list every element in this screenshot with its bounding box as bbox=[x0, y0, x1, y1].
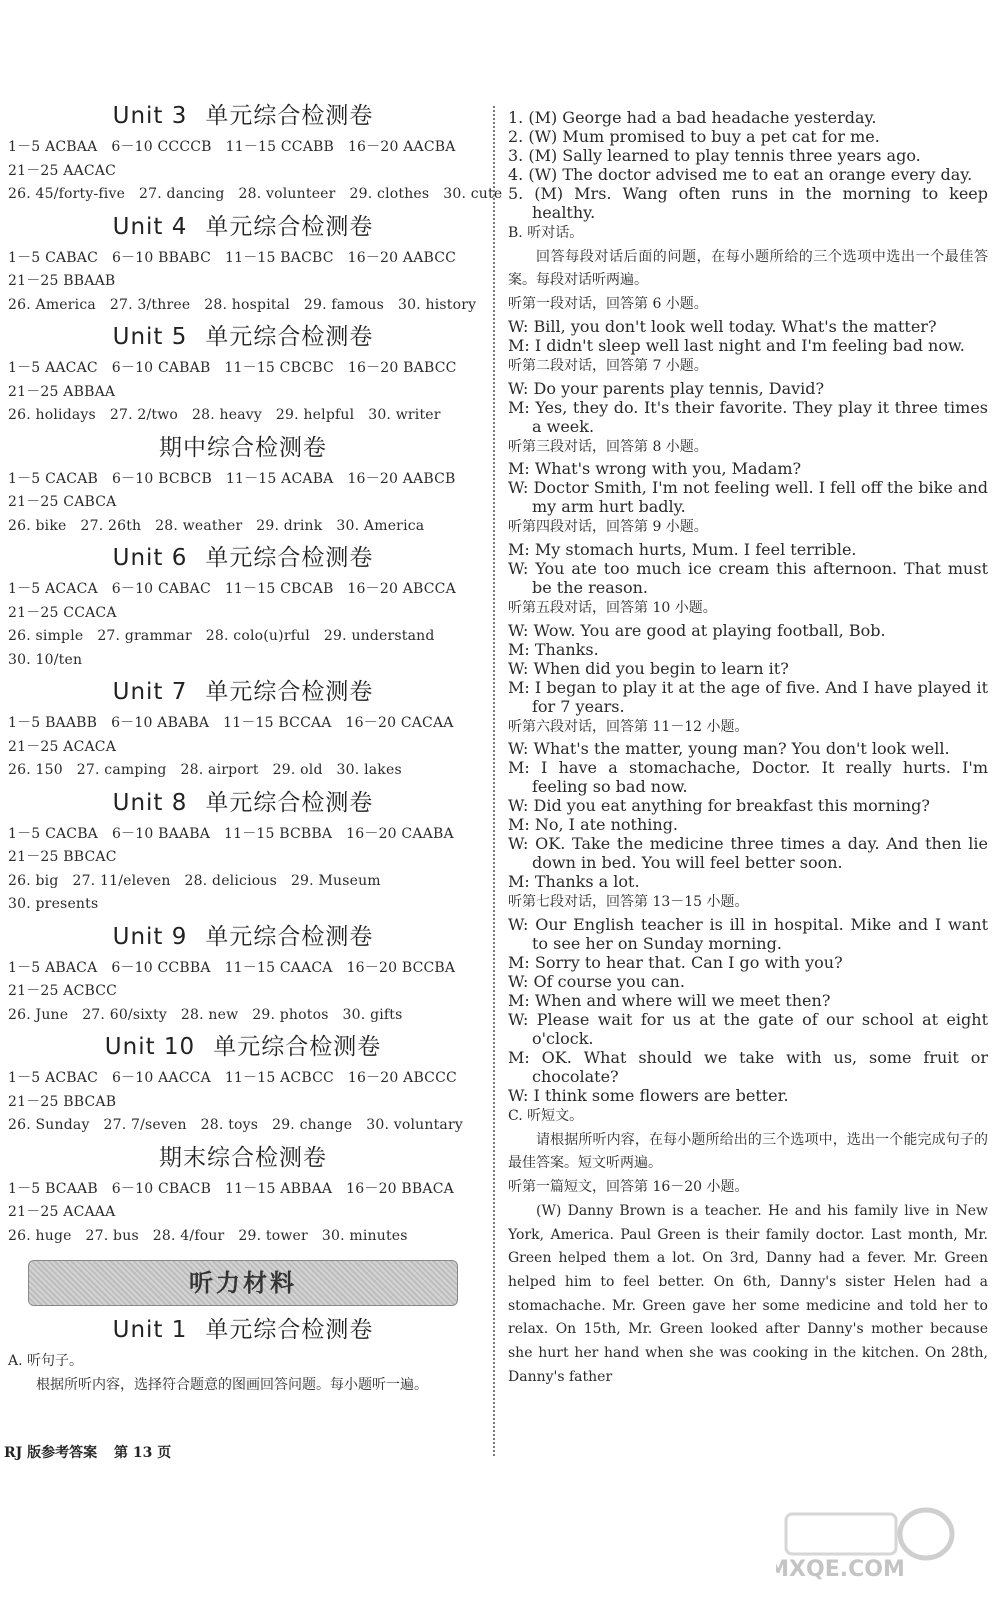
answer-section bbox=[8, 432, 478, 539]
listening-paragraph: 听第七段对话，回答第 13－15 小题。 bbox=[508, 894, 749, 911]
answer-line: 21－25 ABBAA bbox=[8, 383, 116, 400]
dialogue-line: M: No, I ate nothing. bbox=[508, 815, 679, 835]
answer-line: 21－25 BBAAB bbox=[8, 273, 116, 289]
answer-line: 21－25 ACBCC bbox=[8, 983, 118, 999]
listening-paragraph: 听第一段对话，回答第 6 小题。 bbox=[508, 296, 708, 313]
test-title: 单元综合检测卷 bbox=[205, 324, 374, 350]
answer-line: 26. 45/forty-five 27. dancing 28. volunteer 29. clothes 30. cute bbox=[8, 186, 503, 202]
left-column bbox=[8, 96, 503, 1397]
dialogue-line: 1. (M) George had a bad headache yesterday. bbox=[508, 108, 877, 127]
test-title: 单元综合检测卷 bbox=[213, 1034, 382, 1060]
answer-line: 26. bike 27. 26th 28. weather 29. drink 30. America bbox=[8, 517, 425, 534]
unit-label: Unit 6 bbox=[112, 545, 188, 571]
answer-line: 26. America 27. 3/three 28. hospital 29. famous 30. history bbox=[8, 296, 477, 313]
listening-paragraph: A. 听句子。 bbox=[8, 1353, 84, 1369]
unit-label: Unit 1 bbox=[112, 1317, 188, 1343]
dialogue-line: M: I didn't sleep well last night and I'm feeling bad now. bbox=[508, 335, 965, 355]
test-title: 单元综合检测卷 bbox=[205, 545, 374, 571]
listening-material-banner: 听力材料 bbox=[28, 1260, 458, 1306]
listening-paragraph: 听第六段对话，回答第 11－12 小题。 bbox=[508, 718, 749, 735]
svg-text:MXQE.COM: MXQE.COM bbox=[776, 1557, 905, 1582]
dialogue-line: W: Please wait for us at the gate of our school at eight o'clock. bbox=[508, 1010, 988, 1049]
dialogue-line: M: OK. What should we take with us, some fruit or chocolate? bbox=[508, 1048, 988, 1087]
dialogue-line: M: Sorry to hear that. Can I go with you? bbox=[508, 953, 843, 973]
section-title bbox=[8, 921, 478, 953]
listening-paragraph: (W) Danny Brown is a teacher. He and his family live in New York, America. Paul Green is their family doctor. Last month, Mr. Green helped them a lot. On 3rd, Danny had a fever. Mr. Green helped him to feel better. On 6th, Danny's sister Helen had a stomachache. Mr. Green gave her some medicine and told her to relax. On 15th, Mr. Green looked after Danny's mother because she hurt her hand when she was cooking in the kitchen. On 28th, Danny's father bbox=[508, 1202, 988, 1385]
answer-line: 26. June 27. 60/sixty 28. new 29. photos 30. gifts bbox=[8, 1006, 403, 1023]
page-number: 第 13 页 bbox=[114, 1445, 172, 1461]
answer-line: 21－25 BBCAB bbox=[8, 1093, 117, 1110]
dialogue-line: W: I think some flowers are better. bbox=[508, 1086, 789, 1106]
dialogue-line: W: OK. Take the medicine three times a day. And then lie down in bed. You will feel better soon. bbox=[508, 834, 988, 873]
section-title bbox=[8, 1031, 478, 1063]
answer-section bbox=[8, 1142, 478, 1249]
answer-line: 1－5 BCAAB 6－10 CBACB 11－15 ABBAA 16－20 BBACA bbox=[8, 1180, 454, 1197]
dialogue-line: W: You ate too much ice cream this afternoon. That must be the reason. bbox=[508, 558, 988, 597]
test-title: 期末综合检测卷 bbox=[159, 1144, 327, 1171]
column-divider bbox=[493, 106, 495, 1456]
dialogue-line: W: Of course you can. bbox=[508, 972, 685, 992]
dialogue-line: W: What's the matter, young man? You don't look well. bbox=[508, 739, 950, 759]
unit-label: Unit 8 bbox=[112, 789, 188, 816]
dialogue-line: M: Thanks a lot. bbox=[508, 872, 640, 892]
listening-paragraph: 听第五段对话，回答第 10 小题。 bbox=[508, 599, 717, 616]
answer-section bbox=[8, 211, 478, 318]
dialogue-line: M: My stomach hurts, Mum. I feel terrible. bbox=[508, 539, 857, 559]
answer-section bbox=[8, 921, 478, 1028]
answer-line: 1－5 CACAB 6－10 BCBCB 11－15 ACABA 16－20 AABCB bbox=[8, 470, 456, 487]
answer-line: 1－5 CACBA 6－10 BAABA 11－15 BCBBA 16－20 CAABA bbox=[8, 825, 454, 842]
answer-line: 26. big 27. 11/eleven 28. delicious 29. Museum bbox=[8, 872, 381, 889]
listening-paragraph: 请根据所听内容，在每小题所给出的三个选项中，选出一个能完成句子的最佳答案。短文听两遍。 bbox=[508, 1131, 988, 1172]
page-footer bbox=[4, 1442, 183, 1462]
section-title bbox=[8, 432, 478, 464]
answer-line: 21－25 ACACA bbox=[8, 738, 117, 755]
listening-paragraph: 听第三段对话，回答第 8 小题。 bbox=[508, 438, 708, 455]
answer-line: 1－5 BAABB 6－10 ABABA 11－15 BCCAA 16－20 CACAA bbox=[8, 715, 454, 731]
section-title bbox=[8, 542, 478, 574]
listening-paragraph: 根据所听内容，选择符合题意的图画回答问题。每小题听一遍。 bbox=[36, 1376, 428, 1393]
dialogue-line: W: Do your parents play tennis, David? bbox=[508, 378, 825, 398]
answer-line: 1－5 ACBAC 6－10 AACCA 11－15 ACBCC 16－20 ABCCC bbox=[8, 1070, 457, 1086]
answer-line: 30. 10/ten bbox=[8, 651, 83, 668]
answer-line: 26. huge 27. bus 28. 4/four 29. tower 30. minutes bbox=[8, 1227, 408, 1244]
dialogue-line: W: Our English teacher is ill in hospital. Mike and I want to see her on Sunday morning. bbox=[508, 915, 988, 954]
listening-paragraph: C. 听短文。 bbox=[508, 1108, 584, 1125]
answer-line: 21－25 ACAAA bbox=[8, 1204, 116, 1220]
listening-paragraph: B. 听对话。 bbox=[508, 225, 584, 241]
answer-section bbox=[8, 676, 478, 783]
answer-section bbox=[8, 321, 478, 428]
listening-paragraph: 听第二段对话，回答第 7 小题。 bbox=[508, 357, 708, 374]
dialogue-line: 3. (M) Sally learned to play tennis three years ago. bbox=[508, 146, 921, 165]
answer-line: 1－5 ACACA 6－10 CABAC 11－15 CBCAB 16－20 ABCCA bbox=[8, 581, 456, 597]
test-title: 单元综合检测卷 bbox=[205, 679, 374, 705]
test-title: 单元综合检测卷 bbox=[205, 103, 374, 129]
answer-line: 26. 150 27. camping 28. airport 29. old 30. lakes bbox=[8, 762, 402, 778]
section-title bbox=[8, 787, 478, 819]
test-title: 单元综合检测卷 bbox=[205, 789, 374, 816]
dialogue-line: M: Thanks. bbox=[508, 639, 599, 659]
section-title bbox=[8, 1142, 478, 1174]
dialogue-line: W: When did you begin to learn it? bbox=[508, 658, 789, 678]
section-title bbox=[8, 100, 478, 132]
watermark-logo bbox=[776, 1504, 976, 1584]
section-title bbox=[8, 676, 478, 708]
section-title bbox=[8, 321, 478, 353]
test-title: 单元综合检测卷 bbox=[205, 923, 374, 950]
dialogue-line: W: Wow. You are good at playing football, Bob. bbox=[508, 620, 886, 640]
right-column bbox=[508, 108, 988, 1389]
answer-line: 1－5 CABAC 6－10 BBABC 11－15 BACBC 16－20 AABCC bbox=[8, 249, 457, 266]
dialogue-line: M: Yes, they do. It's their favorite. They play it three times a week. bbox=[508, 397, 988, 436]
unit-label: Unit 4 bbox=[112, 213, 188, 240]
dialogue-line: M: I have a stomachache, Doctor. It really hurts. I'm feeling so bad now. bbox=[508, 758, 988, 797]
test-title: 单元综合检测卷 bbox=[205, 1317, 374, 1343]
dialogue-line: W: Bill, you don't look well today. What's the matter? bbox=[508, 316, 937, 336]
section-title bbox=[8, 1314, 478, 1346]
watermark-icon bbox=[776, 1504, 976, 1584]
section-title bbox=[8, 211, 478, 243]
listening-paragraph: 听第一篇短文，回答第 16－20 小题。 bbox=[508, 1179, 749, 1196]
dialogue-line: 4. (W) The doctor advised me to eat an orange every day. bbox=[508, 165, 973, 184]
unit-label: Unit 10 bbox=[104, 1034, 196, 1060]
answer-section bbox=[8, 100, 503, 207]
dialogue-line: M: When and where will we meet then? bbox=[508, 991, 831, 1011]
edition-label: RJ 版参考答案 bbox=[4, 1445, 98, 1461]
answer-line: 21－25 CCACA bbox=[8, 604, 117, 621]
listening-paragraph: 回答每段对话后面的问题，在每小题所给的三个选项中选出一个最佳答案。每段对话听两遍。 bbox=[508, 248, 988, 289]
answer-line: 1－5 ACBAA 6－10 CCCCB 11－15 CCABB 16－20 AACBA bbox=[8, 139, 456, 155]
test-title: 期中综合检测卷 bbox=[159, 434, 327, 461]
answer-line: 26. simple 27. grammar 28. colo(u)rful 29. understand bbox=[8, 628, 435, 644]
unit-label: Unit 5 bbox=[112, 324, 188, 350]
answer-line: 30. presents bbox=[8, 896, 99, 912]
answer-line: 26. holidays 27. 2/two 28. heavy 29. helpful 30. writer bbox=[8, 407, 441, 423]
listening-paragraph: 听第四段对话，回答第 9 小题。 bbox=[508, 519, 708, 536]
answer-line: 21－25 BBCAC bbox=[8, 849, 117, 865]
answer-line: 21－25 CABCA bbox=[8, 494, 117, 510]
answer-line: 1－5 ABACA 6－10 CCBBA 11－15 CAACA 16－20 BCCBA bbox=[8, 959, 456, 976]
dialogue-line: 5. (M) Mrs. Wang often runs in the morning to keep healthy. bbox=[508, 184, 988, 222]
answer-section bbox=[8, 787, 478, 917]
answer-section bbox=[8, 542, 478, 672]
answer-line: 26. Sunday 27. 7/seven 28. toys 29. change 30. voluntary bbox=[8, 1117, 463, 1133]
answer-section bbox=[8, 1031, 478, 1138]
unit-label: Unit 3 bbox=[112, 103, 188, 129]
dialogue-line: W: Doctor Smith, I'm not feeling well. I fell off the bike and my arm hurt badly. bbox=[508, 478, 988, 517]
dialogue-line: M: I began to play it at the age of five. And I have played it for 7 years. bbox=[508, 677, 988, 716]
test-title: 单元综合检测卷 bbox=[205, 213, 374, 240]
dialogue-line: M: What's wrong with you, Madam? bbox=[508, 459, 802, 479]
answer-line: 21－25 AACAC bbox=[8, 162, 117, 179]
unit-label: Unit 7 bbox=[112, 679, 188, 705]
dialogue-line: 2. (W) Mum promised to buy a pet cat for me. bbox=[508, 127, 880, 146]
answer-line: 1－5 AACAC 6－10 CABAB 11－15 CBCBC 16－20 BABCC bbox=[8, 360, 457, 376]
unit-label: Unit 9 bbox=[112, 923, 188, 950]
dialogue-line: W: Did you eat anything for breakfast this morning? bbox=[508, 796, 930, 816]
